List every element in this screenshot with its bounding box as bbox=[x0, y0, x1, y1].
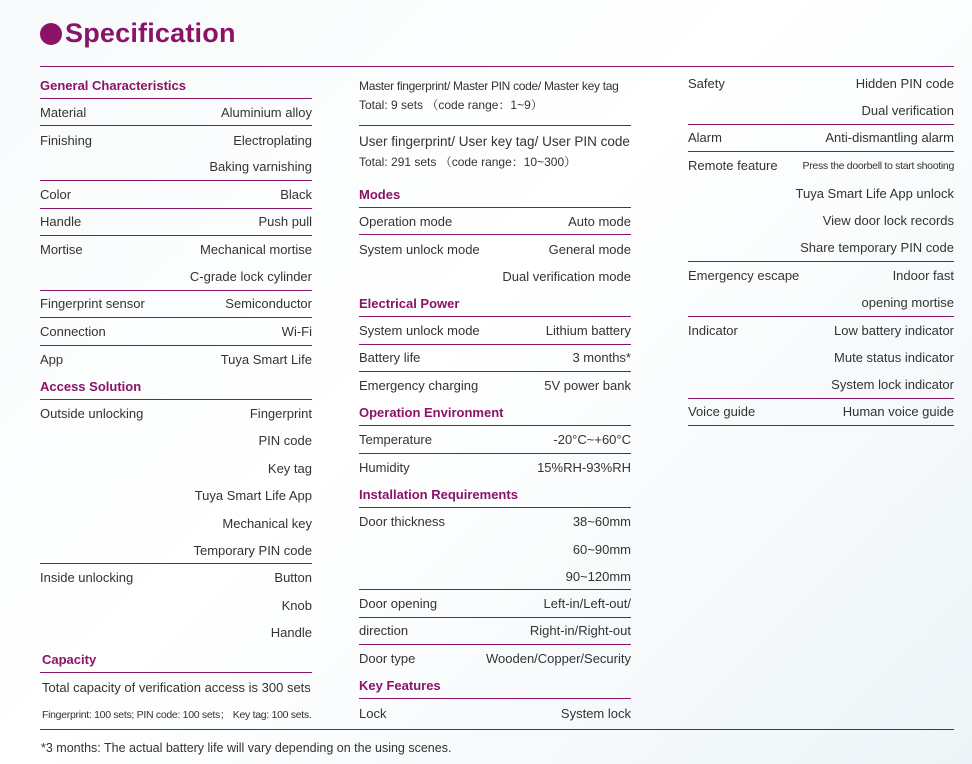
spec-row bbox=[40, 427, 312, 454]
spec-value: Wi-Fi bbox=[281, 323, 312, 339]
spec-row bbox=[40, 482, 312, 509]
header-divider bbox=[40, 66, 954, 67]
spec-row bbox=[688, 97, 954, 124]
spec-row bbox=[40, 209, 312, 236]
spec-value: 5V power bank bbox=[544, 378, 631, 394]
spec-value: Tuya Smart Life bbox=[220, 351, 312, 367]
spec-row bbox=[688, 344, 954, 371]
spec-value: 60~90mm bbox=[572, 541, 631, 557]
column-3 bbox=[688, 70, 954, 426]
spec-row bbox=[688, 125, 954, 152]
spec-value: Black bbox=[280, 186, 312, 202]
capacity-total-text: Total capacity of verification access is 300 sets bbox=[42, 679, 311, 695]
spec-key: Alarm bbox=[688, 130, 722, 146]
spec-value: Aluminium alloy bbox=[220, 104, 312, 120]
page-title bbox=[40, 18, 236, 49]
spec-value: Left-in/Left-out/ bbox=[543, 595, 631, 611]
spec-key: Handle bbox=[40, 214, 82, 230]
spec-row bbox=[688, 152, 954, 179]
spec-row bbox=[40, 154, 312, 181]
spec-value: Temporary PIN code bbox=[193, 542, 312, 558]
section-heading-power: Electrical Power bbox=[359, 290, 631, 317]
spec-row bbox=[359, 590, 631, 617]
spec-key: direction bbox=[359, 623, 409, 639]
spec-row bbox=[40, 263, 312, 290]
capacity-breakdown-text: Fingerprint: 100 sets; PIN code: 100 sets； Key tag: 100 sets. bbox=[42, 709, 312, 721]
spec-row bbox=[359, 563, 631, 590]
spec-row bbox=[40, 236, 312, 263]
column-1 bbox=[40, 72, 312, 728]
spec-key: Door opening bbox=[359, 595, 438, 611]
section-heading-access: Access Solution bbox=[40, 373, 312, 400]
spec-row bbox=[688, 399, 954, 426]
spec-row bbox=[40, 455, 312, 482]
spec-row bbox=[40, 126, 312, 153]
spec-key: Temperature bbox=[359, 432, 432, 448]
spec-value: Indoor fast bbox=[892, 267, 954, 283]
spec-row bbox=[688, 180, 954, 207]
section-heading-general: General Characteristics bbox=[40, 72, 312, 99]
spec-key: Fingerprint sensor bbox=[40, 296, 145, 312]
spec-row bbox=[688, 371, 954, 398]
spec-row bbox=[359, 372, 631, 399]
spec-value: Dual verification bbox=[861, 103, 954, 119]
spec-value: Electroplating bbox=[233, 132, 312, 148]
spec-value: Mechanical mortise bbox=[200, 242, 312, 258]
spec-key: Operation mode bbox=[359, 213, 453, 229]
spec-value: Wooden/Copper/Security bbox=[485, 651, 631, 667]
spec-row bbox=[40, 291, 312, 318]
spec-value: C-grade lock cylinder bbox=[189, 269, 312, 285]
master-total: Total: 9 sets （code range：1~9） bbox=[359, 98, 543, 112]
spec-value: General mode bbox=[548, 241, 631, 257]
spec-value: Auto mode bbox=[568, 213, 631, 229]
spec-row bbox=[359, 317, 631, 344]
spec-key: System unlock mode bbox=[359, 241, 480, 257]
spec-row bbox=[40, 592, 312, 619]
spec-value: Fingerprint bbox=[249, 406, 312, 422]
spec-value: Press the doorbell to start shooting bbox=[802, 159, 954, 172]
spec-key: Remote feature bbox=[688, 158, 778, 174]
spec-row bbox=[359, 235, 631, 262]
spec-value: 3 months* bbox=[572, 350, 631, 366]
spec-row bbox=[40, 537, 312, 564]
spec-value: PIN code bbox=[258, 433, 312, 449]
section-heading-capacity: Capacity bbox=[40, 646, 312, 673]
spec-key: Door thickness bbox=[359, 514, 445, 530]
master-title: Master fingerprint/ Master PIN code/ Master key tag bbox=[359, 79, 619, 93]
spec-value: Semiconductor bbox=[225, 296, 312, 312]
spec-key: Color bbox=[40, 186, 72, 202]
spec-value: Mute status indicator bbox=[834, 350, 954, 366]
spec-row bbox=[359, 536, 631, 563]
user-credentials bbox=[359, 126, 631, 181]
spec-key: Material bbox=[40, 104, 87, 120]
spec-row bbox=[688, 317, 954, 344]
spec-row bbox=[40, 400, 312, 427]
spec-value: Handle bbox=[270, 625, 312, 641]
spec-key: Safety bbox=[688, 76, 725, 92]
spec-row bbox=[359, 345, 631, 372]
spec-key: Battery life bbox=[359, 350, 421, 366]
spec-key: System unlock mode bbox=[359, 322, 480, 338]
spec-row bbox=[359, 426, 631, 453]
spec-row bbox=[688, 207, 954, 234]
spec-key: Emergency charging bbox=[359, 378, 479, 394]
spec-key: Door type bbox=[359, 651, 416, 667]
spec-value: Tuya Smart Life App unlock bbox=[795, 185, 954, 201]
spec-row bbox=[40, 619, 312, 646]
spec-value: Share temporary PIN code bbox=[800, 240, 954, 256]
spec-row bbox=[688, 262, 954, 289]
spec-row bbox=[40, 318, 312, 345]
user-title: User fingerprint/ User key tag/ User PIN code bbox=[359, 134, 630, 149]
spec-value: Dual verification mode bbox=[502, 268, 631, 284]
spec-row bbox=[40, 564, 312, 591]
spec-value: Anti-dismantling alarm bbox=[825, 130, 954, 146]
section-heading-environment: Operation Environment bbox=[359, 399, 631, 426]
spec-value: -20°C~+60°C bbox=[553, 432, 631, 448]
spec-value: Tuya Smart Life App bbox=[194, 488, 312, 504]
spec-row bbox=[359, 454, 631, 481]
spec-value: Key tag bbox=[267, 460, 312, 476]
spec-key: Lock bbox=[359, 705, 387, 721]
spec-value: Lithium battery bbox=[545, 322, 631, 338]
spec-row bbox=[40, 509, 312, 536]
capacity-total bbox=[40, 673, 312, 700]
spec-value: Push pull bbox=[258, 214, 312, 230]
spec-row bbox=[359, 618, 631, 645]
spec-value: 15%RH-93%RH bbox=[537, 459, 631, 475]
spec-key: Connection bbox=[40, 323, 106, 339]
spec-value: Knob bbox=[281, 597, 312, 613]
footnote: *3 months: The actual battery life will vary depending on the using scenes. bbox=[41, 741, 452, 755]
spec-value: opening mortise bbox=[861, 294, 954, 310]
spec-row bbox=[40, 181, 312, 208]
section-heading-modes: Modes bbox=[359, 181, 631, 208]
spec-value: System lock indicator bbox=[831, 376, 954, 392]
spec-row bbox=[359, 645, 631, 672]
spec-row bbox=[359, 208, 631, 235]
column-2 bbox=[359, 72, 631, 727]
footer-divider bbox=[40, 729, 954, 730]
spec-key: App bbox=[40, 351, 64, 367]
spec-row bbox=[40, 346, 312, 373]
spec-value: 38~60mm bbox=[572, 514, 631, 530]
spec-key: Finishing bbox=[40, 132, 93, 148]
spec-value: System lock bbox=[560, 705, 631, 721]
spec-row bbox=[359, 508, 631, 535]
section-heading-features: Key Features bbox=[359, 672, 631, 699]
master-credentials bbox=[359, 72, 631, 126]
section-heading-installation: Installation Requirements bbox=[359, 481, 631, 508]
capacity-breakdown bbox=[40, 701, 312, 728]
spec-key: Outside unlocking bbox=[40, 406, 144, 422]
spec-row bbox=[40, 99, 312, 126]
spec-value: Right-in/Right-out bbox=[529, 623, 631, 639]
spec-row bbox=[359, 263, 631, 290]
spec-key: Mortise bbox=[40, 242, 83, 258]
spec-key: Inside unlocking bbox=[40, 570, 134, 586]
title-text: Specification bbox=[65, 18, 236, 48]
spec-value: Button bbox=[274, 570, 312, 586]
spec-key: Voice guide bbox=[688, 404, 756, 420]
spec-row bbox=[688, 289, 954, 316]
spec-row bbox=[688, 70, 954, 97]
spec-value: Mechanical key bbox=[222, 515, 312, 531]
spec-row bbox=[359, 699, 631, 726]
user-total: Total: 291 sets （code range：10~300） bbox=[359, 155, 577, 169]
bullet-dot-icon bbox=[40, 23, 62, 45]
spec-value: View door lock records bbox=[822, 213, 954, 229]
spec-key: Emergency escape bbox=[688, 267, 800, 283]
spec-value: Hidden PIN code bbox=[855, 76, 954, 92]
spec-value: 90~120mm bbox=[565, 568, 631, 584]
spec-key: Humidity bbox=[359, 459, 410, 475]
spec-value: Human voice guide bbox=[842, 404, 954, 420]
spec-row bbox=[688, 234, 954, 261]
spec-key: Indicator bbox=[688, 322, 738, 338]
spec-value: Low battery indicator bbox=[834, 322, 954, 338]
spec-value: Baking varnishing bbox=[209, 159, 312, 175]
